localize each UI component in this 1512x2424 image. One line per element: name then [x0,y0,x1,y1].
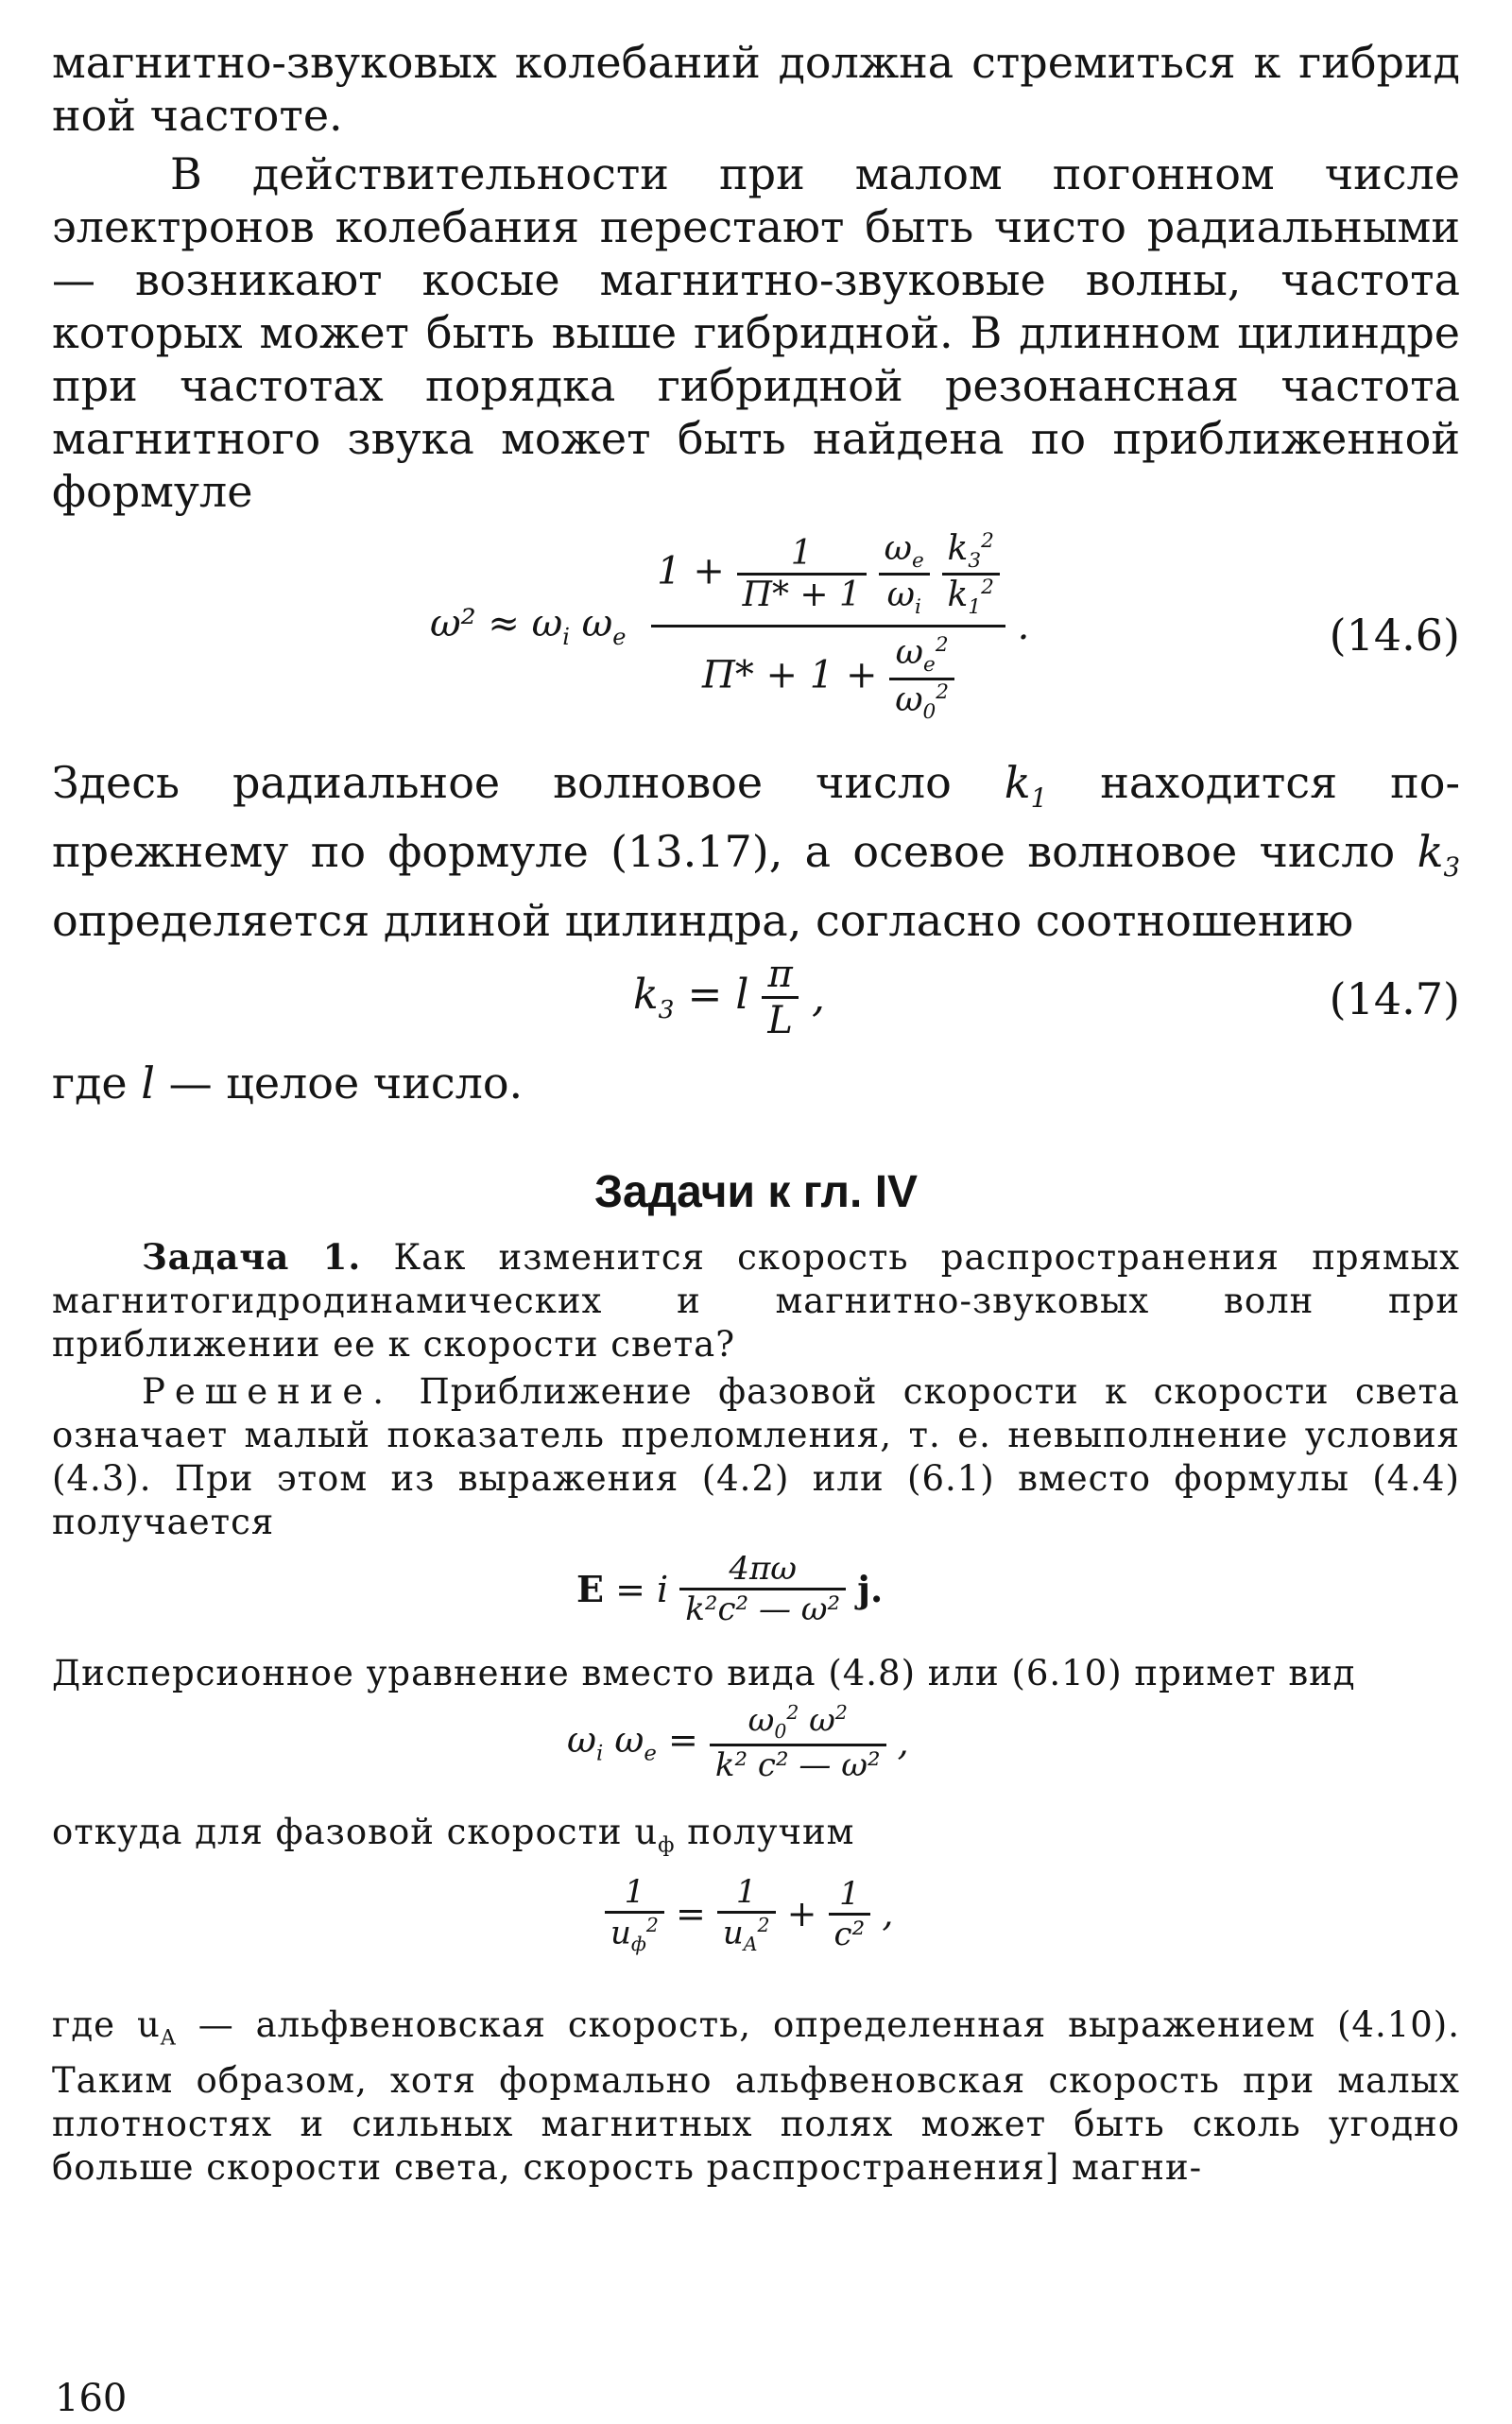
eqU-comma: , [882,1893,894,1935]
eqU-n2: 1 [735,1872,757,1911]
eq147-frac-den: L [762,996,799,1042]
equation-dispersion: $\omega_i$ $\omega_e$ = $\frac{\omega_0^2 \omega^2}{\text{k² c² — ω²}}$ , [567,1701,909,1784]
eqE-lhs: E [576,1568,604,1611]
l-symbol: l [141,1057,155,1109]
eqE-eq: = i [615,1569,669,1611]
equation-e-field [52,1550,1460,1644]
k1-symbol: k [1004,757,1031,808]
eq146-frac2-den: ω [886,576,915,615]
eq146-frac1-num: 1 [790,534,813,574]
equation-14-7: $k_3 = l$ $\frac{\pi}{L}$ , (14.7) [633,953,1460,1043]
eqE-den: k²c² — ω² [679,1588,846,1628]
eqE-rhs: j. [857,1568,884,1611]
solution-label: Решение. [142,1371,394,1413]
paragraph-wavenumbers: Здесь радиальное волновое число $k_1$ находится по-прежнему по формуле (13.17), а осевое волновое число $k_3$ определяется длиной цилиндра, согласно соотношению [52,757,1461,947]
equation-number-14-6: (14.6) [1329,610,1460,661]
eq146-frac4-num: ω [895,633,924,673]
paragraph-integer: где l — целое число. [52,1057,524,1109]
eq147-comma: , [811,973,825,1023]
eq146-den-lead: П* + 1 + [701,654,878,698]
paragraph-dispersion: Дисперсионное уравнение вместо вида (4.8) или (6.10) примет вид [52,1653,1356,1694]
eq146-frac1-den: П* + 1 [737,573,867,614]
eq147-frac-num: π [767,953,793,997]
eqDisp-comma: , [897,1721,909,1763]
paragraph-intro: магнитно-звуковых колебаний должна стремиться к гибрид ной частоте. [52,37,1460,141]
task-1: Задача 1. Как изменится скорость распространения прямых магнитогидродинамических и магнитно-звуковых волн при приближении ее к скорости света? [52,1236,1460,1366]
eqU-d3: c² [829,1913,871,1953]
task-label: Задача 1. [142,1236,362,1279]
eq147-lhs: k [633,971,659,1020]
page-number: 160 [55,2377,128,2420]
eq146-lhs: ω² ≈ ω [430,602,563,646]
section-heading: Задачи к гл. IV [593,1167,919,1218]
equation-phase-velocity: $\frac{1}{u_ф^2}$ = $\frac{1}{u_A^2}$ + $\frac{1}{\text{c²}}$ , [52,1873,1460,1996]
equation-14-6: $\omega^2 \approx \omega_i$ $\omega_e$ 1 + $\frac{1}{П* + 1}$ $\frac{\omega_e}{\omega_i}$ $\frac{k_3^2}{k_1^2}$ П* + 1 + $\frac{\omega_e^2}{\omega_0^2}$ . (14.6) [430,529,1460,724]
eq146-frac2-num: ω [884,529,913,568]
eq146-frac3-den: k [947,576,969,615]
eqU-n1: 1 [624,1872,645,1911]
eqDisp-num: ω [747,1701,775,1740]
paragraph-phase-velocity: откуда для фазовой скорости $u_ф$ получим [52,1812,855,1858]
k3-symbol: k [1417,826,1444,878]
eqDisp-lhs: ω [567,1719,596,1762]
page-content [52,36,1460,2190]
eqU-n3: 1 [839,1874,860,1913]
equation-number-14-7: (14.7) [1329,973,1460,1025]
eq146-frac3-num: k [947,529,969,568]
paragraph-alfven: где $u_A$ — альфвеновская скорость, определенная выражением (4.10). Таким образом, хотя формально альфвеновская скорость при малых плотностях и сильных магнитных полях может быть сколь угодно больше скорости света, скорость распространения] магни- [52,2003,1460,2189]
eq147-eq: = l [687,971,749,1020]
solution: Решение. Приближение фазовой скорости к скорости света означает малый показатель преломления, т. е. невыполнение условия (4.3). При этом из выражения (4.2) или (6.1) вместо формулы (4.4) получается [52,1371,1460,1543]
eqDisp-den: k² c² — ω² [710,1744,886,1784]
eq146-num-lead: 1 + [657,549,725,593]
eq146-frac4-den: ω [895,679,923,719]
eqE-num: 4πω [729,1550,798,1589]
paragraph-oblique-waves: В действительности при малом погонном числе электронов колебания перестают быть чисто радиальными — возникают косые магнитно-звуковые волны, частота которых может быть выше гибридной. В длинном цилиндре при частотах порядка гибридной резонансная частота магнитного звука может быть найдена по приближенной формуле [52,148,1460,517]
